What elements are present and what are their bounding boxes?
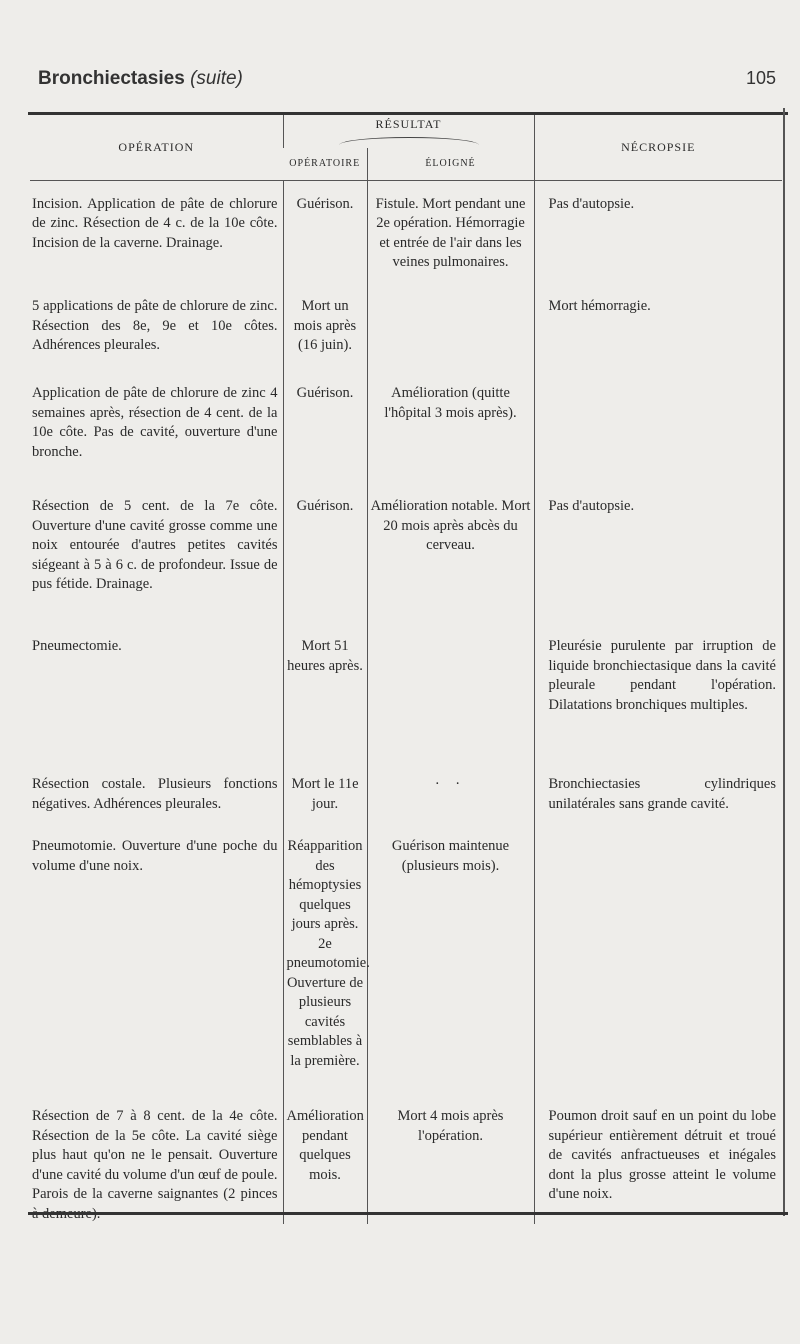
cell-operatoire: Guérison. xyxy=(283,384,367,497)
cell-operatoire: Mort 51 heures après. xyxy=(283,637,367,775)
cell-operatoire: Mort un mois après (16 juin). xyxy=(283,297,367,384)
cell-necropsie: Poumon droit sauf en un point du lobe supérieur entièrement détruit et troué de cavités anfractueuses et inégales dont la plus grosse atteint le volume d'une noix. xyxy=(534,1107,782,1224)
cell-eloigne: Fistule. Mort pendant une 2e opération. Hémorragie et entrée de l'air dans les veines pulmonaires. xyxy=(367,180,534,297)
running-suite: (suite) xyxy=(190,68,243,89)
header-eloigne: ÉLOIGNÉ xyxy=(367,148,534,181)
running-title: Bronchiectasies (suite) xyxy=(38,68,243,89)
cell-operation: Résection costale. Plusieurs fonctions négatives. Adhérences pleurales. xyxy=(32,776,278,812)
bottom-rule xyxy=(28,1212,788,1215)
cell-operatoire: Guérison. xyxy=(283,180,367,297)
cell-necropsie: Bronchiectasies cylindriques unilatérales sans grande cavité. xyxy=(534,775,782,837)
table-row xyxy=(30,297,782,384)
cell-eloigne: Amélioration (quitte l'hôpital 3 mois après). xyxy=(367,384,534,497)
case-table xyxy=(30,115,782,1224)
cell-necropsie: Mort hémorragie. xyxy=(534,297,782,384)
header-necropsie: NÉCROPSIE xyxy=(534,115,782,180)
table-row xyxy=(30,775,782,837)
header-operation: OPÉRATION xyxy=(30,115,283,180)
header-brace xyxy=(339,137,479,146)
cell-operatoire: Mort le 11e jour. xyxy=(283,775,367,837)
table-row xyxy=(30,1107,782,1224)
cell-operation: Pneumotomie. Ouverture d'une poche du volume d'une noix. xyxy=(32,838,278,874)
right-edge-rule xyxy=(783,108,785,1216)
table-row xyxy=(30,837,782,1107)
running-head xyxy=(38,68,776,92)
page-number: 105 xyxy=(745,68,776,88)
header-operatoire: OPÉRATOIRE xyxy=(283,148,367,181)
cell-operation: Résection de 5 cent. de la 7e côte. Ouverture d'une cavité grosse comme une noix entourée d'autres petites cavités siégeant à 5 à 6 c. de profondeur. Issue de pus fétide. Drainage. xyxy=(32,498,278,592)
cell-necropsie: Pleurésie purulente par irruption de liquide bronchiectasique dans la cavité pleurale pendant l'opération. Dilatations bronchiques multiples. xyxy=(534,637,782,775)
header-resultat: RÉSULTAT xyxy=(283,115,534,148)
table-row xyxy=(30,384,782,497)
cell-eloigne: Mort 4 mois après l'opération. xyxy=(367,1107,534,1224)
cell-eloigne: Amélioration notable. Mort 20 mois après abcès du cerveau. xyxy=(367,497,534,637)
cell-necropsie xyxy=(534,837,782,1107)
cell-necropsie xyxy=(534,384,782,497)
cell-eloigne: · · xyxy=(367,775,534,837)
cell-eloigne: Guérison maintenue (plusieurs mois). xyxy=(367,837,534,1107)
cell-operation: Application de pâte de chlorure de zinc 4 semaines après, résection de 4 cent. de la 10e côte. Pas de cavité, ouverture d'une bronche. xyxy=(32,385,278,460)
cell-operation: Pneumectomie. xyxy=(32,638,122,654)
cell-operation: Incision. Application de pâte de chlorure de zinc. Résection de 4 c. de la 10e côte. Incision de la caverne. Drainage. xyxy=(32,195,278,251)
cell-eloigne xyxy=(367,297,534,384)
cell-necropsie: Pas d'autopsie. xyxy=(534,180,782,297)
cell-operation: 5 applications de pâte de chlorure de zinc. Résection des 8e, 9e et 10e côtes. Adhérences pleurales. xyxy=(32,298,278,353)
cell-operatoire: Réapparition des hémoptysies quelques jours après. 2e pneumotomie. Ouverture de plusieurs cavités semblables à la première. xyxy=(283,837,367,1107)
cell-eloigne xyxy=(367,637,534,775)
cell-necropsie: Pas d'autopsie. xyxy=(534,497,782,637)
table-row xyxy=(30,637,782,775)
table-row xyxy=(30,497,782,637)
cell-operatoire: Guérison. xyxy=(283,497,367,637)
cell-operation: Résection de 7 à 8 cent. de la 4e côte. Résection de la 5e côte. La cavité siège plus haut qu'on ne le pensait. Ouverture d'une cavité du volume d'un œuf de poule. Parois de la caverne saignantes (2 pinces xyxy=(32,1108,278,1202)
cell-operatoire: Amélioration pendant quelques mois. xyxy=(283,1107,367,1224)
table-row xyxy=(30,180,782,297)
